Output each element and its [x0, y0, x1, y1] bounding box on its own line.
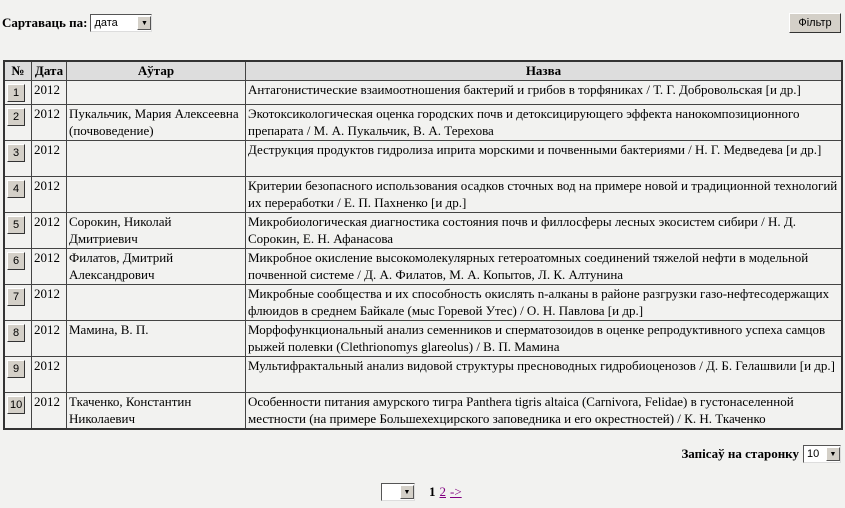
author-cell: Сорокин, Николай Дмитриевич — [67, 213, 246, 249]
title-cell: Микробное окисление высокомолекулярных гетероатомных соединений тяжелой нефти в модельной почвенной системе / Д. А. Филатов, М. А. Копытов, Л. К. Алтунина — [246, 249, 843, 285]
sort-select[interactable] — [90, 14, 152, 32]
title-cell: Особенности питания амурского тигра Panthera tigris altaica (Carnivora, Felidae) в густонаселенной местности (на примере Большехехцирского заповедника и его окрестностей) / К. Н. Ткаченко — [246, 393, 843, 429]
date-cell: 2012 — [32, 321, 67, 357]
author-cell: Мамина, В. П. — [67, 321, 246, 357]
row-number-button[interactable]: 7 — [7, 288, 25, 306]
header-title[interactable]: Назва — [246, 61, 843, 81]
per-page-label: Запісаў на старонку — [681, 446, 799, 461]
table-row — [4, 357, 842, 393]
author-cell — [67, 81, 246, 105]
page-2-link[interactable]: 2 — [439, 484, 446, 499]
title-cell: Микробные сообщества и их способность окислять n-алканы в районе разгрузки газо-нефтесодержащих флюидов в среднем Байкале (мыс Горевой Утес) / О. Н. Павлова [и др.] — [246, 285, 843, 321]
row-number-button[interactable]: 10 — [7, 396, 25, 414]
row-number-cell — [4, 177, 32, 213]
author-cell: Ткаченко, Константин Николаевич — [67, 393, 246, 429]
title-cell: Морфофункциональный анализ семенников и сперматозоидов в оценке репродуктивного успеха самцов рыжей полевки (Clethrionomys glareolus) / В. П. Мамина — [246, 321, 843, 357]
header-number[interactable]: № — [4, 61, 32, 81]
page-select[interactable] — [381, 483, 415, 501]
title-cell: Деструкция продуктов гидролиза иприта морскими и почвенными бактериями / Н. Г. Медведева [и др.] — [246, 141, 843, 177]
per-page-select[interactable] — [803, 445, 841, 463]
table-row — [4, 249, 842, 285]
header-author[interactable]: Аўтар — [67, 61, 246, 81]
table-row — [4, 105, 842, 141]
title-cell: Микробиологическая диагностика состояния почв и филлосферы лесных экосистем сибири / Н. Д. Сорокин, Е. Н. Афанасова — [246, 213, 843, 249]
results-table — [3, 60, 843, 430]
row-number-button[interactable]: 2 — [7, 108, 25, 126]
date-cell: 2012 — [32, 285, 67, 321]
table-header — [4, 61, 842, 81]
date-cell: 2012 — [32, 213, 67, 249]
table-row — [4, 213, 842, 249]
date-cell: 2012 — [32, 81, 67, 105]
author-cell: Пукальчик, Мария Алексеевна (почвоведение) — [67, 105, 246, 141]
table-row — [4, 285, 842, 321]
current-page: 1 — [429, 484, 436, 499]
per-page-control — [681, 445, 841, 463]
author-cell — [67, 285, 246, 321]
sort-label: Сартаваць па: — [2, 15, 88, 30]
row-number-cell — [4, 213, 32, 249]
row-number-cell — [4, 357, 32, 393]
row-number-cell — [4, 285, 32, 321]
row-number-cell — [4, 105, 32, 141]
table-row — [4, 393, 842, 429]
row-number-button[interactable]: 1 — [7, 84, 25, 102]
author-cell — [67, 177, 246, 213]
author-cell: Филатов, Дмитрий Александрович — [67, 249, 246, 285]
date-cell: 2012 — [32, 393, 67, 429]
date-cell: 2012 — [32, 357, 67, 393]
date-cell: 2012 — [32, 249, 67, 285]
header-date[interactable]: Дата — [32, 61, 67, 81]
row-number-cell — [4, 141, 32, 177]
table-row — [4, 177, 842, 213]
date-cell: 2012 — [32, 105, 67, 141]
table-row — [4, 321, 842, 357]
sort-bar — [2, 14, 152, 32]
row-number-cell — [4, 249, 32, 285]
row-number-button[interactable]: 9 — [7, 360, 25, 378]
sort-select-value: дата — [94, 17, 118, 29]
row-number-button[interactable]: 5 — [7, 216, 25, 234]
title-cell: Критерии безопасного использования осадков сточных вод на примере новой и традиционной технологий их переработки / Е. П. Пахненко [и др.] — [246, 177, 843, 213]
row-number-button[interactable]: 4 — [7, 180, 25, 198]
date-cell: 2012 — [32, 141, 67, 177]
row-number-button[interactable]: 8 — [7, 324, 25, 342]
table-row — [4, 81, 842, 105]
chevron-down-icon: ▼ — [400, 485, 414, 499]
pagination — [381, 483, 462, 501]
chevron-down-icon: ▼ — [137, 16, 151, 30]
row-number-cell — [4, 81, 32, 105]
title-cell: Мультифрактальный анализ видовой структуры пресноводных гидробиоценозов / Д. Б. Гелашвили [и др.] — [246, 357, 843, 393]
row-number-cell — [4, 393, 32, 429]
title-cell: Антагонистические взаимоотношения бактерий и грибов в торфяниках / Т. Г. Добровольская [и др.] — [246, 81, 843, 105]
next-page-link[interactable]: -> — [450, 484, 462, 499]
author-cell — [67, 141, 246, 177]
per-page-value: 10 — [807, 448, 820, 460]
date-cell: 2012 — [32, 177, 67, 213]
title-cell: Экотоксикологическая оценка городских почв и детоксицирующего эффекта нанокомпозиционного препарата / М. А. Пукальчик, В. А. Терехова — [246, 105, 843, 141]
filter-button[interactable]: Фільтр — [789, 13, 841, 33]
row-number-cell — [4, 321, 32, 357]
chevron-down-icon: ▼ — [826, 447, 840, 461]
table-row — [4, 141, 842, 177]
row-number-button[interactable]: 6 — [7, 252, 25, 270]
author-cell — [67, 357, 246, 393]
row-number-button[interactable]: 3 — [7, 144, 25, 162]
